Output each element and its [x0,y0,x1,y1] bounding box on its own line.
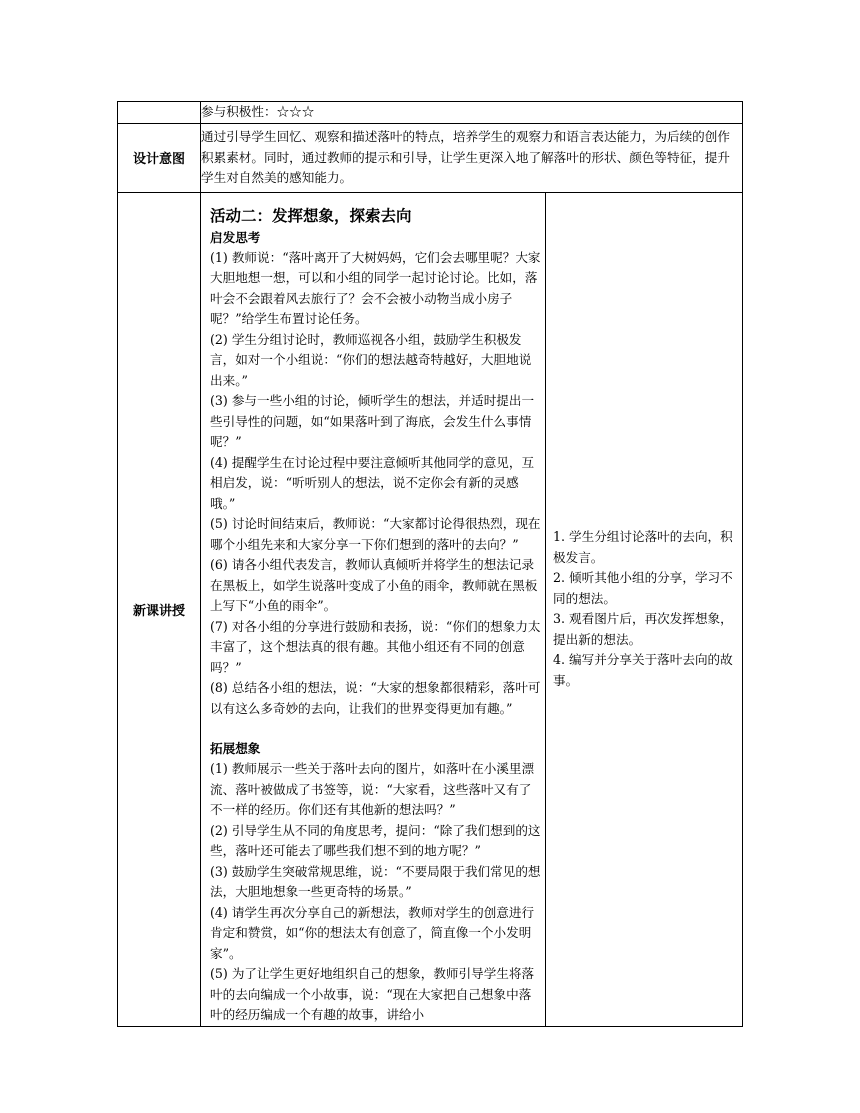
student-activity-item: 4. 编写并分享关于落叶去向的故事。 [553,652,733,689]
list-item: (2) 学生分组讨论时，教师巡视各小组，鼓励学生积极发言，如对一个小组说：“你们的想法越奇特越好，大胆地说出来。” [210,331,532,388]
list-item: (2) 引导学生从不同的角度思考，提问：“除了我们想到的这些，落叶还可能去了哪些我们想不到的地方呢？” [210,822,541,859]
new-lesson-label: 新课讲授 [118,192,201,1026]
list-item: (4) 提醒学生在讨论过程中要注意倾听其他同学的意见，互相启发，说：“听听别人的想法，说不定你会有新的灵感哦。” [210,454,535,511]
section-spacer [210,719,541,739]
list-item: (7) 对各小组的分享进行鼓励和表扬，说：“你们的想象力太丰富了，这个想法真的很有趣。其他小组还有不同的创意吗？” [210,618,541,675]
list-item: (1) 教师说：“落叶离开了大树妈妈，它们会去哪里呢？大家大胆地想一想，可以和小组的同学一起讨论讨论。比如，落叶会不会跟着风去旅行了？会不会被小动物当成小房子呢？”给学生布置讨论任务。 [210,249,541,327]
activity-title: 活动二：发挥想象，探索去向 [210,206,412,225]
list-item: (5) 为了让学生更好地组织自己的想象，教师引导学生将落叶的去向编成一个小故事，说：“现在大家把自己想象中落叶的经历编成一个有趣的故事，讲给小 [210,966,535,1023]
evaluation-row [118,102,743,124]
new-lesson-row [118,192,743,1026]
participation-rating: 参与积极性：☆☆☆ [201,102,743,124]
list-item: (1) 教师展示一些关于落叶去向的图片，如落叶在小溪里漂流、落叶被做成了书签等，说：“大家看，这些落叶又有了不一样的经历。你们还有其他新的想法吗？” [210,761,535,818]
design-intent-label: 设计意图 [118,124,201,193]
section-heading-extend: 拓展想象 [210,741,261,757]
design-intent-row [118,124,743,193]
student-activity-item: 2. 倾听其他小组的分享，学习不同的想法。 [553,570,733,606]
list-item: (6) 请各小组代表发言，教师认真倾听并将学生的想法记录在黑板上，如学生说落叶变成了小鱼的雨伞，教师就在黑板上写下“小鱼的雨伞”。 [210,557,538,614]
lesson-plan-table [117,101,743,1027]
teacher-activity-cell [201,192,546,1026]
list-item: (5) 讨论时间结束后，教师说：“大家都讨论得很热烈，现在哪个小组先来和大家分享一下你们想到的落叶的去向？” [210,516,541,552]
student-activity-item: 1. 学生分组讨论落叶的去向，积极发言。 [553,528,733,565]
student-activity-cell [546,192,743,1026]
list-item: (3) 鼓励学生突破常规思维，说：“不要局限于我们常见的想法，大胆地想象一些更奇特的场景。” [210,863,541,900]
section-heading-inspire: 启发思考 [210,229,261,245]
student-activity-item: 3. 观看图片后，再次发挥想象，提出新的想法。 [553,611,733,647]
list-item: (3) 参与一些小组的讨论，倾听学生的想法，并适时提出一些引导性的问题，如“如果落叶到了海底，会发生什么事情呢？” [210,393,535,450]
list-item: (4) 请学生再次分享自己的新想法，教师对学生的创意进行肯定和赞赏，如“你的想法太有创意了，简直像一个小发明家”。 [210,904,535,961]
list-item: (8) 总结各小组的想法，说：“大家的想象都很精彩，落叶可以有这么多奇妙的去向，让我们的世界变得更加有趣。” [210,680,541,716]
design-intent-text: 通过引导学生回忆、观察和描述落叶的特点，培养学生的观察力和语言表达能力，为后续的创作积累素材。同时，通过教师的提示和引导，让学生更深入地了解落叶的形状、颜色等特征，提升学生对自然美的感知能力。 [201,124,743,193]
evaluation-row-label [118,102,201,124]
